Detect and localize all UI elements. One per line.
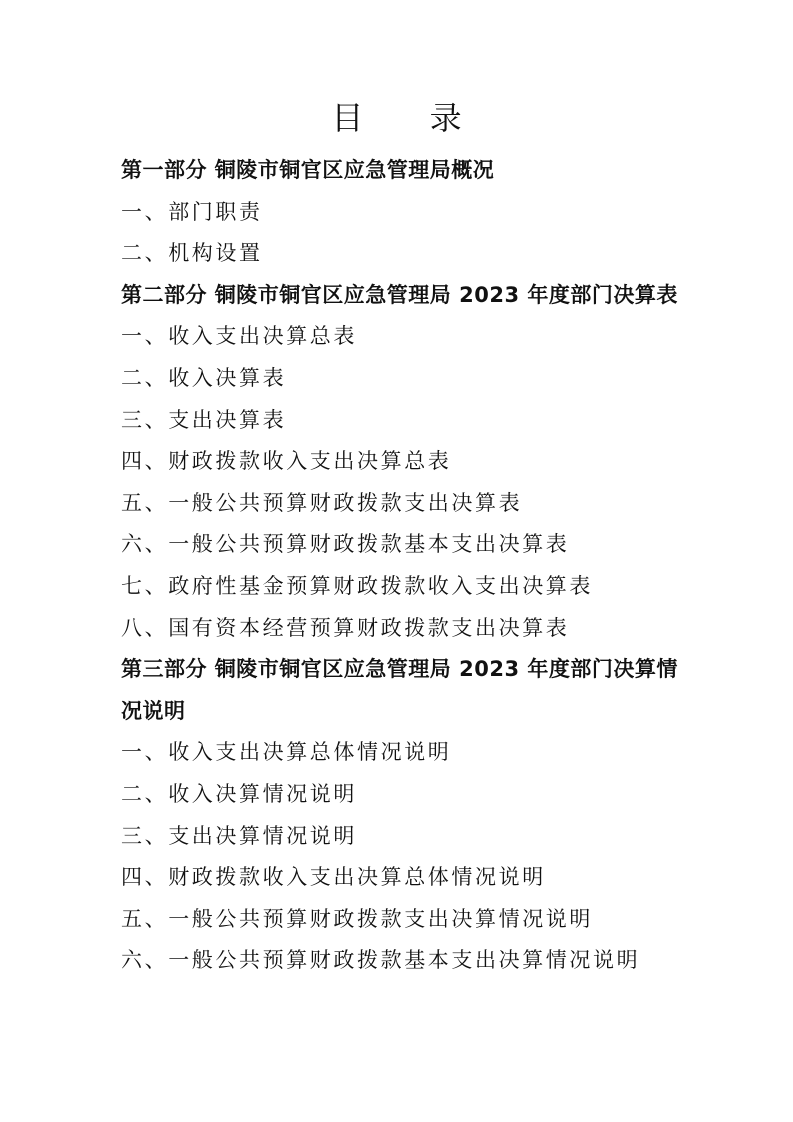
toc-item[interactable]: 五、一般公共预算财政拨款支出决算情况说明 [121,906,593,931]
toc-part-2-heading[interactable]: 第二部分 铜陵市铜官区应急管理局 2023 年度部门决算表 [121,282,678,307]
table-of-contents [121,150,681,982]
toc-item[interactable]: 一、部门职责 [121,199,263,224]
toc-part-3-heading[interactable]: 第三部分 铜陵市铜官区应急管理局 2023 年度部门决算情况说明 [121,657,678,723]
toc-item[interactable]: 四、财政拨款收入支出决算总表 [121,449,452,474]
toc-item[interactable]: 一、收入支出决算总体情况说明 [121,740,452,765]
toc-item[interactable]: 四、财政拨款收入支出决算总体情况说明 [121,865,546,890]
page-title: 目 录 [331,99,490,137]
toc-item[interactable]: 二、收入决算表 [121,365,287,390]
toc-item[interactable]: 七、政府性基金预算财政拨款收入支出决算表 [121,573,593,598]
toc-item[interactable]: 六、一般公共预算财政拨款基本支出决算情况说明 [121,948,641,973]
toc-item[interactable]: 三、支出决算情况说明 [121,823,357,848]
toc-item[interactable]: 二、收入决算情况说明 [121,781,357,806]
toc-item[interactable]: 三、支出决算表 [121,407,287,432]
toc-part-1-heading[interactable]: 第一部分 铜陵市铜官区应急管理局概况 [121,158,495,182]
toc-item[interactable]: 八、国有资本经营预算财政拨款支出决算表 [121,615,570,640]
toc-item[interactable]: 二、机构设置 [121,241,263,266]
toc-item[interactable]: 六、一般公共预算财政拨款基本支出决算表 [121,532,570,557]
toc-item[interactable]: 五、一般公共预算财政拨款支出决算表 [121,490,523,515]
toc-item[interactable]: 一、收入支出决算总表 [121,324,357,349]
